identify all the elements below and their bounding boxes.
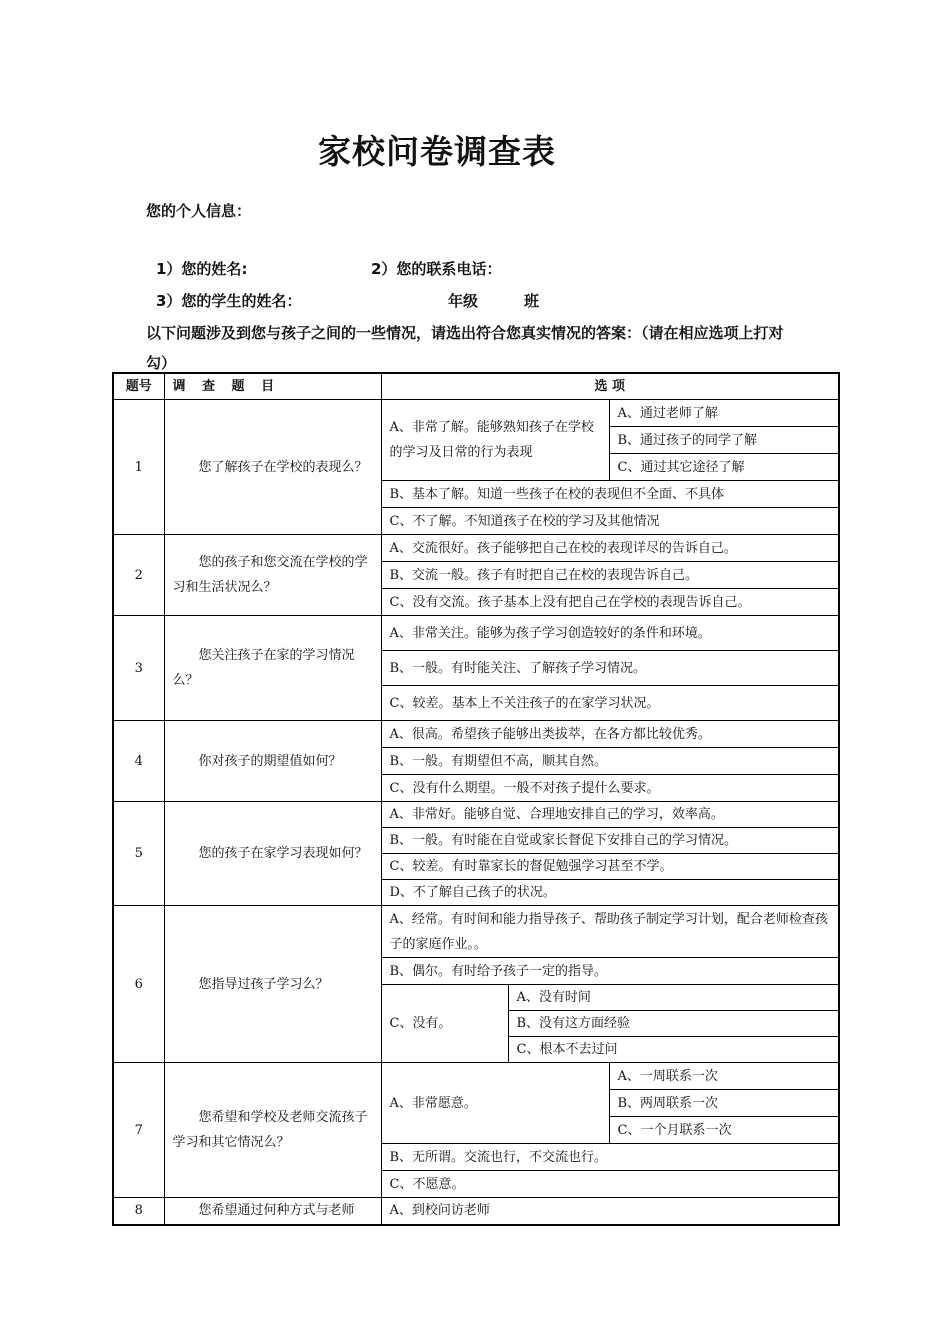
q6-question: 您指导过孩子学习么？ <box>164 906 381 1063</box>
q2-question: 您的孩子和您交流在学校的学习和生活状况么？ <box>164 535 381 616</box>
q5-number: 5 <box>113 802 164 906</box>
table-row <box>113 1063 839 1090</box>
q6-number: 6 <box>113 906 164 1063</box>
header-question: 调 查 题 目 <box>164 373 381 400</box>
q6-option-c-sub-a: A、没有时间 <box>508 985 839 1011</box>
class-label: 班 <box>524 292 540 310</box>
q3-number: 3 <box>113 616 164 721</box>
q1-option-a-sub-a: A、通过老师了解 <box>609 400 839 427</box>
q8-question: 您希望通过何种方式与老师 <box>164 1198 381 1225</box>
q1-question: 您了解孩子在学校的表现么？ <box>164 400 381 535</box>
q5-option-a: A、非常好。能够自觉、合理地安排自己的学习，效率高。 <box>381 802 839 828</box>
name-field-label: 1）您的姓名: <box>156 260 248 278</box>
q7-option-b: B、无所谓。交流也行，不交流也行。 <box>381 1144 839 1171</box>
q6-option-a: A、经常。有时间和能力指导孩子、帮助孩子制定学习计划，配合老师检查孩子的家庭作业。。 <box>381 906 839 958</box>
q5-question: 您的孩子在家学习表现如何？ <box>164 802 381 906</box>
q7-option-c: C、不愿意。 <box>381 1171 839 1198</box>
q2-option-b: B、交流一般。孩子有时把自己在校的表现告诉自己。 <box>381 562 839 589</box>
phone-field-label: 2）您的联系电话： <box>371 260 502 278</box>
q3-option-a: A、非常关注。能够为孩子学习创造较好的条件和环境。 <box>381 616 839 651</box>
grade-label: 年级 <box>448 292 479 310</box>
q6-option-b: B、偶尔。有时给予孩子一定的指导。 <box>381 958 839 985</box>
table-header-row <box>113 373 839 400</box>
q2-option-c: C、没有交流。孩子基本上没有把自己在学校的表现告诉自己。 <box>381 589 839 616</box>
q7-question: 您希望和学校及老师交流孩子学习和其它情况么？ <box>164 1063 381 1198</box>
table-row <box>113 616 839 651</box>
table-row <box>113 400 839 427</box>
table-row <box>113 1198 839 1225</box>
q4-option-b: B、一般。有期望但不高，顺其自然。 <box>381 748 839 775</box>
q6-option-c: C、没有。 <box>381 985 508 1063</box>
instruction-line-2: 勾） <box>146 354 177 372</box>
q7-option-a-sub-c: C、一个月联系一次 <box>609 1117 839 1144</box>
page-title: 家校问卷调查表 <box>318 132 556 171</box>
q3-option-b: B、一般。有时能关注、了解孩子学习情况。 <box>381 651 839 686</box>
q1-option-a-sub-c: C、通过其它途径了解 <box>609 454 839 481</box>
q6-option-c-sub-b: B、没有这方面经验 <box>508 1011 839 1037</box>
instruction-line-1: 以下问题涉及到您与孩子之间的一些情况，请选出符合您真实情况的答案：（请在相应选项上打对 <box>146 324 784 342</box>
q8-option-a: A、到校问访老师 <box>381 1198 839 1225</box>
q1-option-a: A、非常了解。能够熟知孩子在学校的学习及日常的行为表现 <box>381 400 609 481</box>
q4-option-a: A、很高。希望孩子能够出类拔萃，在各方都比较优秀。 <box>381 721 839 748</box>
q7-option-a-sub-b: B、两周联系一次 <box>609 1090 839 1117</box>
q3-question: 您关注孩子在家的学习情况么？ <box>164 616 381 721</box>
q6-option-c-sub-c: C、根本不去过问 <box>508 1037 839 1063</box>
q5-option-d: D、不了解自己孩子的状况。 <box>381 880 839 906</box>
q5-option-b: B、一般。有时能在自觉或家长督促下安排自己的学习情况。 <box>381 828 839 854</box>
table-row <box>113 535 839 562</box>
q1-option-a-sub-b: B、通过孩子的同学了解 <box>609 427 839 454</box>
table-row <box>113 802 839 828</box>
q2-option-a: A、交流很好。孩子能够把自己在校的表现详尽的告诉自己。 <box>381 535 839 562</box>
q8-number: 8 <box>113 1198 164 1225</box>
q5-option-c: C、较差。有时靠家长的督促勉强学习甚至不学。 <box>381 854 839 880</box>
q2-number: 2 <box>113 535 164 616</box>
q4-option-c: C、没有什么期望。一般不对孩子提什么要求。 <box>381 775 839 802</box>
student-name-field-label: 3）您的学生的姓名： <box>156 292 302 310</box>
q4-number: 4 <box>113 721 164 802</box>
header-no: 题号 <box>113 373 164 400</box>
q7-number: 7 <box>113 1063 164 1198</box>
q3-option-c: C、较差。基本上不关注孩子的在家学习状况。 <box>381 686 839 721</box>
table-row <box>113 906 839 958</box>
q7-option-a: A、非常愿意。 <box>381 1063 609 1144</box>
q1-option-b: B、基本了解。知道一些孩子在校的表现但不全面、不具体 <box>381 481 839 508</box>
q1-option-c: C、不了解。不知道孩子在校的学习及其他情况 <box>381 508 839 535</box>
personal-info-heading: 您的个人信息： <box>146 202 252 220</box>
survey-table <box>112 372 840 1226</box>
header-options: 选 项 <box>381 373 839 400</box>
q1-number: 1 <box>113 400 164 535</box>
q4-question: 你对孩子的期望值如何？ <box>164 721 381 802</box>
table-row <box>113 721 839 748</box>
q7-option-a-sub-a: A、一周联系一次 <box>609 1063 839 1090</box>
